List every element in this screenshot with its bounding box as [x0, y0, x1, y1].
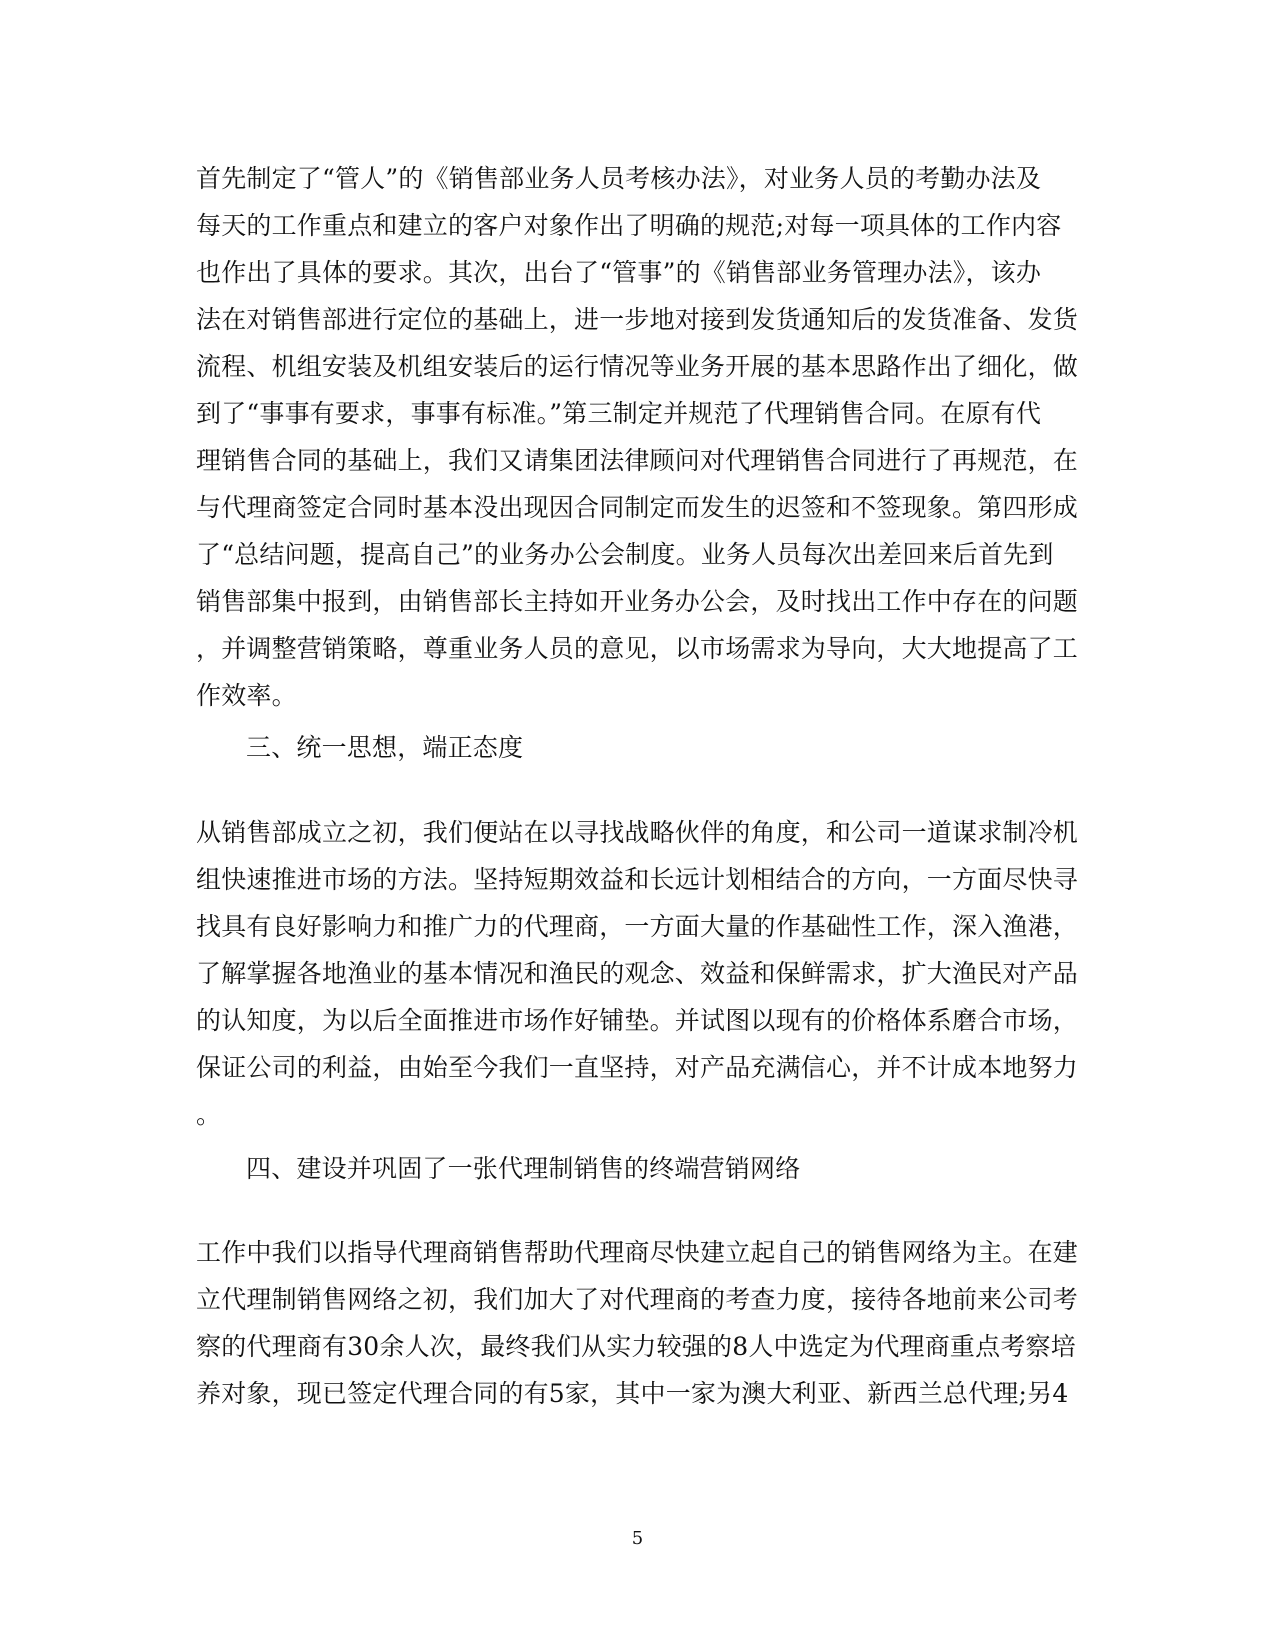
text-line: 了解掌握各地渔业的基本情况和渔民的观念、效益和保鲜需求，扩大渔民对产品	[196, 959, 1079, 988]
text-line: 理销售合同的基础上，我们又请集团法律顾问对代理销售合同进行了再规范，在	[196, 446, 1079, 475]
text-line: 了“总结问题，提高自己”的业务办公会制度。业务人员每次出差回来后首先到	[196, 540, 1054, 569]
text-line: 察的代理商有30余人次，最终我们从实力较强的8人中选定为代理商重点考察培	[196, 1332, 1076, 1361]
text-line: 养对象，现已签定代理合同的有5家，其中一家为澳大利亚、新西兰总代理;另4	[196, 1379, 1069, 1408]
text-line: 立代理制销售网络之初，我们加大了对代理商的考查力度，接待各地前来公司考	[196, 1285, 1079, 1314]
text-line: 首先制定了“管人”的《销售部业务人员考核办法》，对业务人员的考勤办法及	[196, 164, 1042, 193]
text-line: 流程、机组安装及机组安装后的运行情况等业务开展的基本思路作出了细化，做	[196, 352, 1079, 381]
page-number: 5	[631, 1528, 644, 1549]
section-heading-4: 四、建设并巩固了一张代理制销售的终端营销网络	[246, 1154, 801, 1183]
text-line: 到了“事事有要求，事事有标准。”第三制定并规范了代理销售合同。在原有代	[196, 399, 1042, 428]
text-line: 法在对销售部进行定位的基础上，进一步地对接到发货通知后的发货准备、发货	[196, 305, 1079, 334]
text-line: 的认知度，为以后全面推进市场作好铺垫。并试图以现有的价格体系磨合市场，	[196, 1006, 1079, 1035]
text-line: 每天的工作重点和建立的客户对象作出了明确的规范;对每一项具体的工作内容	[196, 211, 1062, 240]
text-line: 与代理商签定合同时基本没出现因合同制定而发生的迟签和不签现象。第四形成	[196, 493, 1079, 522]
section-heading-3: 三、统一思想，端正态度	[246, 733, 524, 762]
text-line: 找具有良好影响力和推广力的代理商，一方面大量的作基础性工作，深入渔港，	[196, 912, 1079, 941]
text-line: 保证公司的利益，由始至今我们一直坚持，对产品充满信心，并不计成本地努力	[196, 1053, 1079, 1082]
text-line: 组快速推进市场的方法。坚持短期效益和长远计划相结合的方向，一方面尽快寻	[196, 865, 1079, 894]
text-line: ，并调整营销策略，尊重业务人员的意见，以市场需求为导向，大大地提高了工	[196, 634, 1079, 663]
text-line: 也作出了具体的要求。其次，出台了“管事”的《销售部业务管理办法》，该办	[196, 258, 1042, 287]
text-line: 作效率。	[196, 681, 297, 710]
text-line: 工作中我们以指导代理商销售帮助代理商尽快建立起自己的销售网络为主。在建	[196, 1238, 1079, 1267]
text-line: 销售部集中报到，由销售部长主持如开业务办公会，及时找出工作中存在的问题	[196, 587, 1079, 616]
text-line: 。	[196, 1100, 222, 1129]
text-line: 从销售部成立之初，我们便站在以寻找战略伙伴的角度，和公司一道谋求制冷机	[196, 818, 1079, 847]
